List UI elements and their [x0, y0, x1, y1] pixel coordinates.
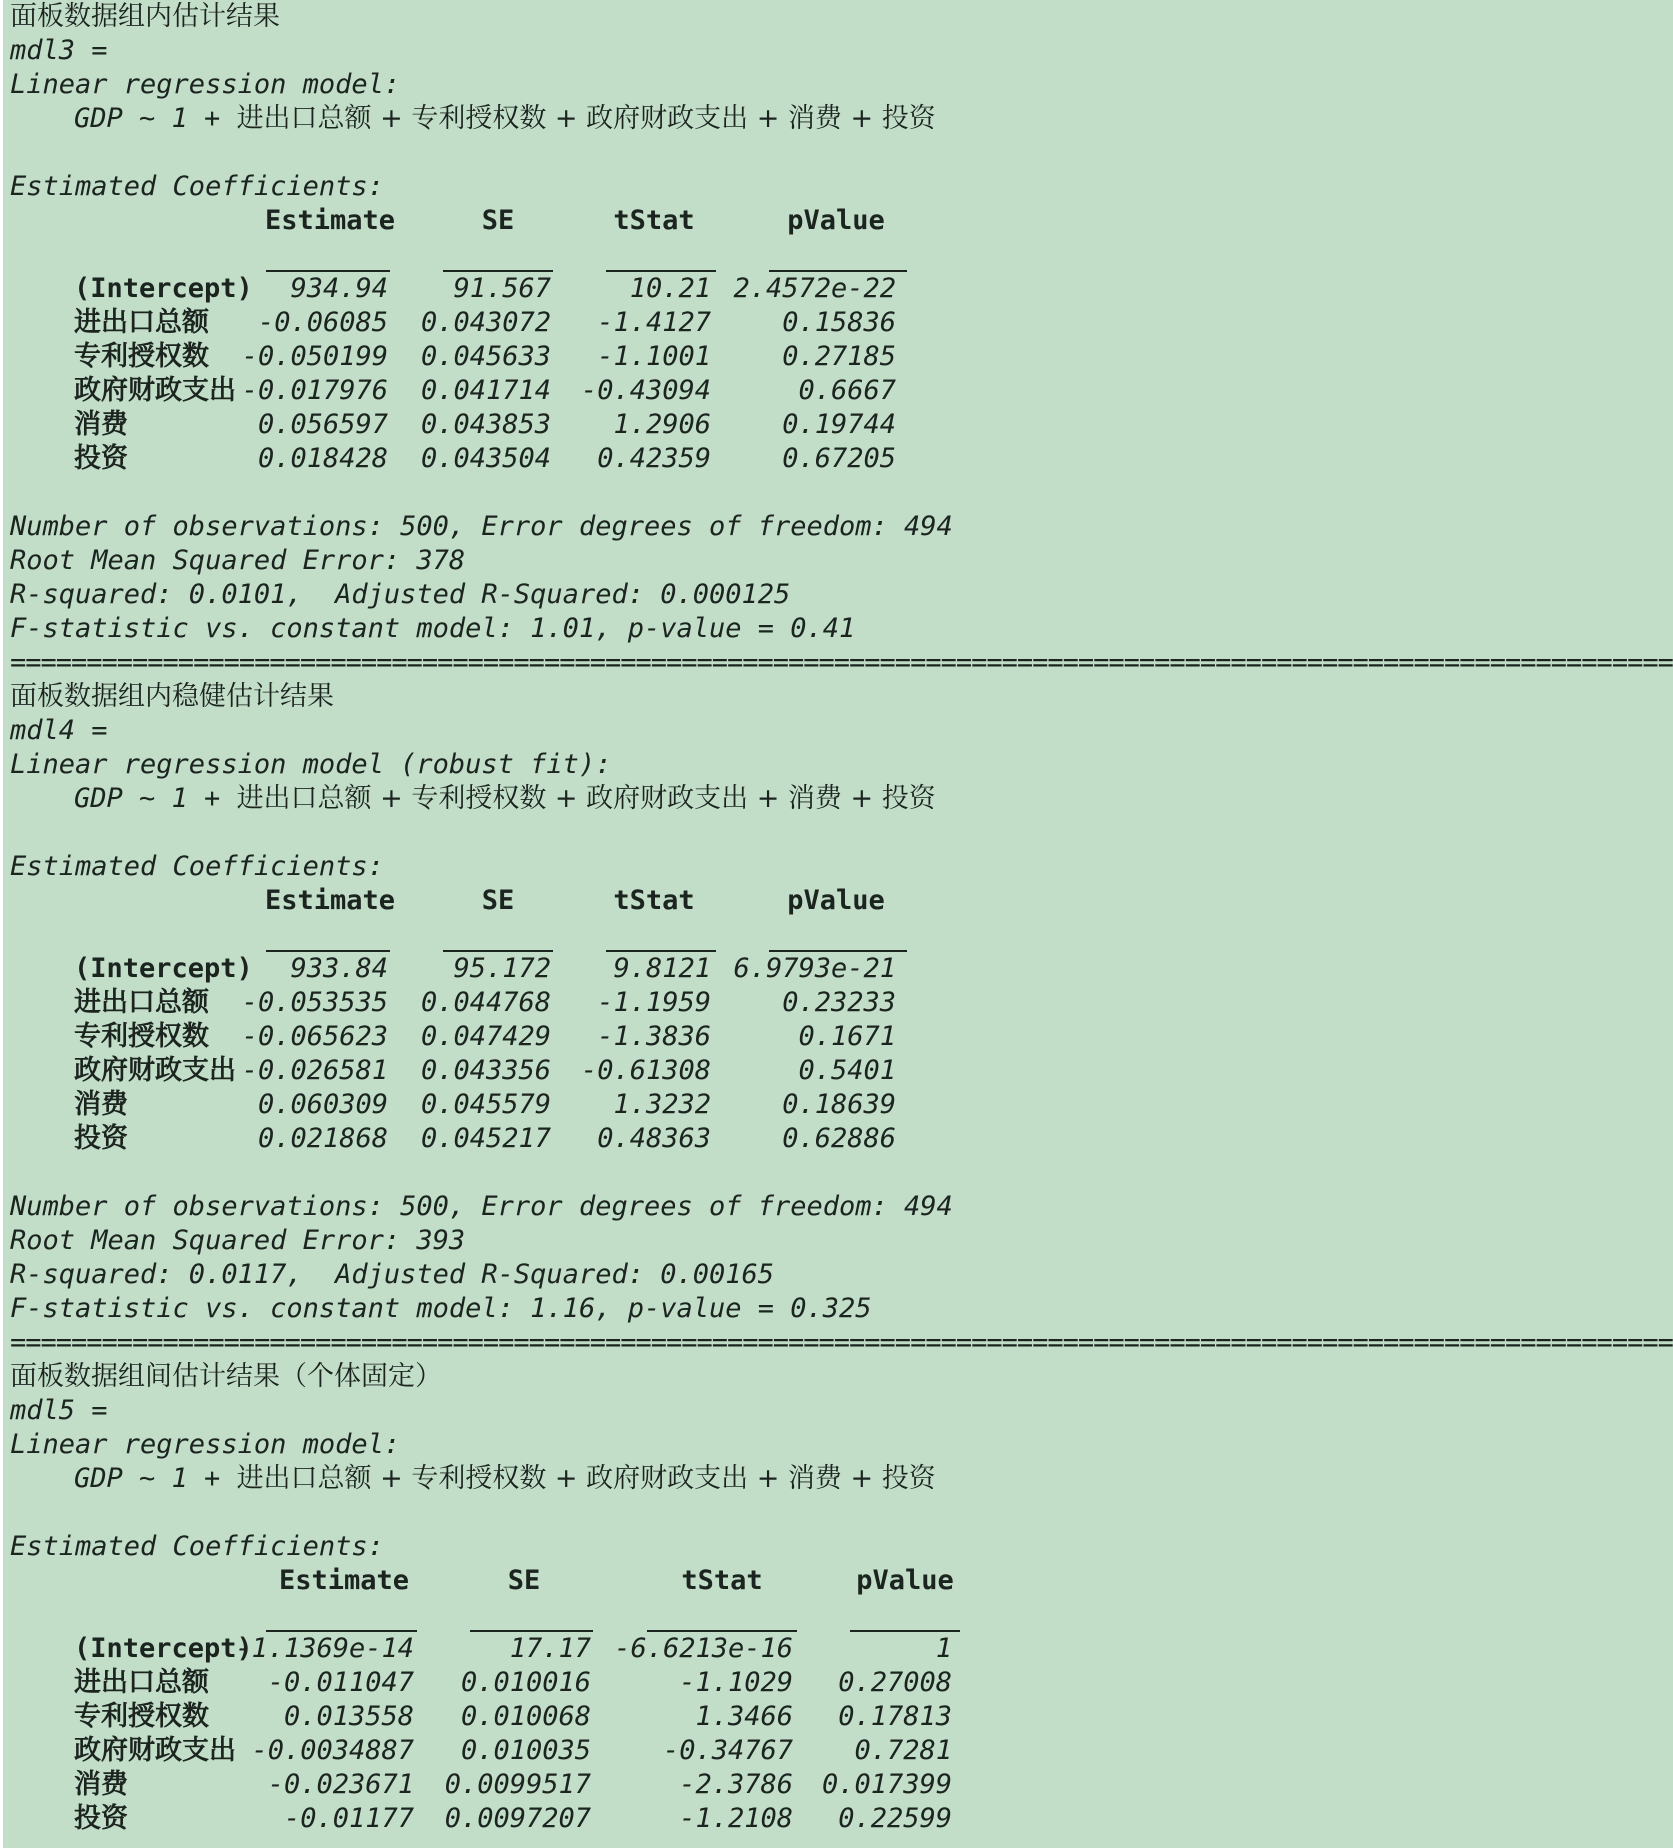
table-row	[10, 1088, 1290, 1122]
row-label: 进出口总额	[74, 987, 209, 1018]
fit-statistic-line: Number of observations: 500, Error degrees of freedom: 494	[10, 511, 953, 542]
table-row	[10, 408, 1290, 442]
table-cell: -0.01177	[283, 1803, 414, 1834]
blank-line	[10, 476, 1290, 510]
table-cell: -0.34767	[662, 1735, 793, 1766]
table-row	[10, 374, 1290, 408]
model-variable-line: mdl3 =	[10, 35, 108, 66]
fit-statistic-line: Root Mean Squared Error: 393	[10, 1225, 466, 1256]
table-cell: 0.19744	[782, 409, 896, 440]
table-cell: 1.3466	[695, 1701, 793, 1732]
table-cell: 0.27008	[838, 1667, 952, 1698]
table-cell: 0.5401	[798, 1055, 896, 1086]
fit-statistic-line: F-statistic vs. constant model: 1.01, p-value = 0.41	[10, 613, 856, 644]
window-left-edge	[0, 0, 3, 1848]
row-label: 进出口总额	[74, 1667, 209, 1698]
table-cell: 0.0099517	[444, 1769, 591, 1800]
table-cell: 0.27185	[782, 341, 896, 372]
formula-terms: 进出口总额 + 专利授权数 + 政府财政支出 + 消费 + 投资	[236, 103, 936, 134]
table-cell: -0.053535	[241, 987, 388, 1018]
table-row	[10, 1700, 1290, 1734]
table-cell: -0.026581	[241, 1055, 388, 1086]
row-label: (Intercept)	[74, 953, 253, 984]
coefficient-table-header	[10, 884, 1290, 918]
table-cell: -0.0034887	[251, 1735, 414, 1766]
column-underlines	[10, 238, 1290, 272]
coefficient-table-header	[10, 204, 1290, 238]
row-label: 投资	[74, 443, 128, 474]
model-formula	[10, 1462, 1290, 1496]
column-header: Estimate	[264, 885, 396, 916]
table-cell: 0.060309	[257, 1089, 388, 1120]
regression-output-1	[10, 0, 1673, 680]
table-cell: 0.6667	[798, 375, 896, 406]
blank-line	[10, 1156, 1290, 1190]
table-cell: -1.1369e-14	[235, 1633, 414, 1664]
table-row	[10, 952, 1290, 986]
table-cell: -1.1959	[597, 987, 711, 1018]
table-cell: 0.047429	[420, 1021, 551, 1052]
table-row	[10, 272, 1290, 306]
coefficients-label: Estimated Coefficients:	[10, 851, 384, 882]
row-label: 进出口总额	[74, 307, 209, 338]
table-cell: 91.567	[453, 273, 551, 304]
formula-terms: 进出口总额 + 专利授权数 + 政府财政支出 + 消费 + 投资	[236, 1463, 936, 1494]
table-cell: 0.48363	[597, 1123, 711, 1154]
table-cell: -2.3786	[679, 1769, 793, 1800]
table-cell: 0.041714	[420, 375, 551, 406]
table-cell: 0.045579	[420, 1089, 551, 1120]
table-cell: -0.023671	[267, 1769, 414, 1800]
coefficient-table-header	[10, 1564, 1290, 1598]
table-cell: 0.018428	[257, 443, 388, 474]
section-heading: 面板数据组内估计结果	[10, 1, 280, 32]
row-label: 政府财政支出	[74, 1055, 236, 1086]
fit-statistic-line: Root Mean Squared Error: 378	[10, 545, 466, 576]
table-row	[10, 306, 1290, 340]
table-cell: 0.7281	[854, 1735, 952, 1766]
table-cell: -1.4127	[597, 307, 711, 338]
table-cell: 0.017399	[821, 1769, 952, 1800]
column-header: pValue	[787, 885, 885, 916]
table-cell: 0.010016	[460, 1667, 591, 1698]
table-row	[10, 1054, 1290, 1088]
fit-statistic-line: R-squared: 0.0117, Adjusted R-Squared: 0.00165	[10, 1259, 775, 1290]
column-header: tStat	[613, 885, 695, 916]
column-header: pValue	[856, 1565, 954, 1596]
table-cell: 0.056597	[257, 409, 388, 440]
model-formula	[10, 102, 1290, 136]
column-header: pValue	[787, 205, 885, 236]
table-cell: 0.17813	[838, 1701, 952, 1732]
table-cell: 17.17	[509, 1633, 591, 1664]
section-heading: 面板数据组间估计结果（个体固定）	[10, 1361, 442, 1392]
coefficients-label: Estimated Coefficients:	[10, 171, 384, 202]
row-label: 专利授权数	[74, 1701, 209, 1732]
blank-line	[10, 136, 1290, 170]
table-row	[10, 442, 1290, 476]
column-underlines	[10, 918, 1290, 952]
coefficients-label: Estimated Coefficients:	[10, 1531, 384, 1562]
column-header: Estimate	[278, 1565, 410, 1596]
row-label: 消费	[74, 1769, 128, 1800]
table-cell: 0.62886	[782, 1123, 896, 1154]
column-underlines	[10, 1598, 1290, 1632]
row-label: 消费	[74, 1089, 128, 1120]
fit-statistic-line: R-squared: 0.0101, Adjusted R-Squared: 0.000125	[10, 579, 791, 610]
formula-prefix: GDP ~ 1 +	[74, 103, 237, 134]
table-cell: -0.06085	[257, 307, 388, 338]
table-row	[10, 986, 1290, 1020]
table-cell: -0.011047	[267, 1667, 414, 1698]
table-cell: 0.043356	[420, 1055, 551, 1086]
table-cell: 0.021868	[257, 1123, 388, 1154]
table-cell: 0.18639	[782, 1089, 896, 1120]
table-cell: -1.2108	[679, 1803, 793, 1834]
row-label: 投资	[74, 1123, 128, 1154]
table-cell: 1	[935, 1633, 952, 1664]
column-header: SE	[481, 205, 515, 236]
table-cell: 0.010035	[460, 1735, 591, 1766]
table-cell: 0.013558	[283, 1701, 414, 1732]
regression-output-3	[10, 1360, 1290, 1836]
table-cell: -0.050199	[241, 341, 388, 372]
table-row	[10, 1734, 1290, 1768]
table-cell: -1.1001	[597, 341, 711, 372]
command-window-output	[10, 0, 1673, 1836]
table-row	[10, 1632, 1290, 1666]
row-label: 消费	[74, 409, 128, 440]
table-cell: 0.42359	[597, 443, 711, 474]
table-cell: 0.1671	[798, 1021, 896, 1052]
section-heading: 面板数据组内稳健估计结果	[10, 681, 334, 712]
table-cell: -1.1029	[679, 1667, 793, 1698]
table-cell: -0.065623	[241, 1021, 388, 1052]
fit-statistic-line: F-statistic vs. constant model: 1.16, p-value = 0.325	[10, 1293, 872, 1324]
table-cell: -0.43094	[580, 375, 711, 406]
table-cell: 0.044768	[420, 987, 551, 1018]
table-cell: 0.23233	[782, 987, 896, 1018]
column-header: Estimate	[264, 205, 396, 236]
table-row	[10, 1768, 1290, 1802]
table-cell: -6.6213e-16	[614, 1633, 793, 1664]
blank-line	[10, 1496, 1290, 1530]
column-header: tStat	[613, 205, 695, 236]
table-cell: 0.010068	[460, 1701, 591, 1732]
model-variable-line: mdl4 =	[10, 715, 108, 746]
fit-statistic-line: Number of observations: 500, Error degrees of freedom: 494	[10, 1191, 953, 1222]
model-type-line: Linear regression model:	[10, 69, 401, 100]
table-cell: 95.172	[453, 953, 551, 984]
row-label: (Intercept)	[74, 1633, 253, 1664]
row-label: 投资	[74, 1803, 128, 1834]
model-type-line: Linear regression model (robust fit):	[10, 749, 612, 780]
table-cell: 0.0097207	[444, 1803, 591, 1834]
table-row	[10, 340, 1290, 374]
formula-prefix: GDP ~ 1 +	[74, 1463, 237, 1494]
table-cell: 933.84	[290, 953, 388, 984]
section-separator: =============================================================================================================	[10, 1327, 1673, 1358]
regression-output-2	[10, 680, 1673, 1360]
table-cell: 1.2906	[613, 409, 711, 440]
table-cell: 6.9793e-21	[733, 953, 896, 984]
row-label: 专利授权数	[74, 341, 209, 372]
table-cell: 0.045633	[420, 341, 551, 372]
row-label: 专利授权数	[74, 1021, 209, 1052]
row-label: (Intercept)	[74, 273, 253, 304]
table-cell: 0.043504	[420, 443, 551, 474]
table-cell: 0.22599	[838, 1803, 952, 1834]
table-cell: -0.017976	[241, 375, 388, 406]
column-header: SE	[507, 1565, 541, 1596]
row-label: 政府财政支出	[74, 375, 236, 406]
table-row	[10, 1802, 1290, 1836]
formula-prefix: GDP ~ 1 +	[74, 783, 237, 814]
table-cell: 934.94	[290, 273, 388, 304]
table-cell: 9.8121	[613, 953, 711, 984]
table-cell: 0.045217	[420, 1123, 551, 1154]
formula-terms: 进出口总额 + 专利授权数 + 政府财政支出 + 消费 + 投资	[236, 783, 936, 814]
column-header: tStat	[681, 1565, 763, 1596]
table-cell: 10.21	[629, 273, 711, 304]
table-cell: 1.3232	[613, 1089, 711, 1120]
table-cell: 0.043072	[420, 307, 551, 338]
table-cell: 0.15836	[782, 307, 896, 338]
column-header: SE	[481, 885, 515, 916]
table-cell: 2.4572e-22	[733, 273, 896, 304]
blank-line	[10, 816, 1290, 850]
section-separator: =============================================================================================================	[10, 647, 1673, 678]
model-type-line: Linear regression model:	[10, 1429, 401, 1460]
table-row	[10, 1020, 1290, 1054]
table-row	[10, 1666, 1290, 1700]
table-cell: -0.61308	[580, 1055, 711, 1086]
table-row	[10, 1122, 1290, 1156]
row-label: 政府财政支出	[74, 1735, 236, 1766]
model-variable-line: mdl5 =	[10, 1395, 108, 1426]
table-cell: 0.67205	[782, 443, 896, 474]
table-cell: 0.043853	[420, 409, 551, 440]
table-cell: -1.3836	[597, 1021, 711, 1052]
model-formula	[10, 782, 1290, 816]
